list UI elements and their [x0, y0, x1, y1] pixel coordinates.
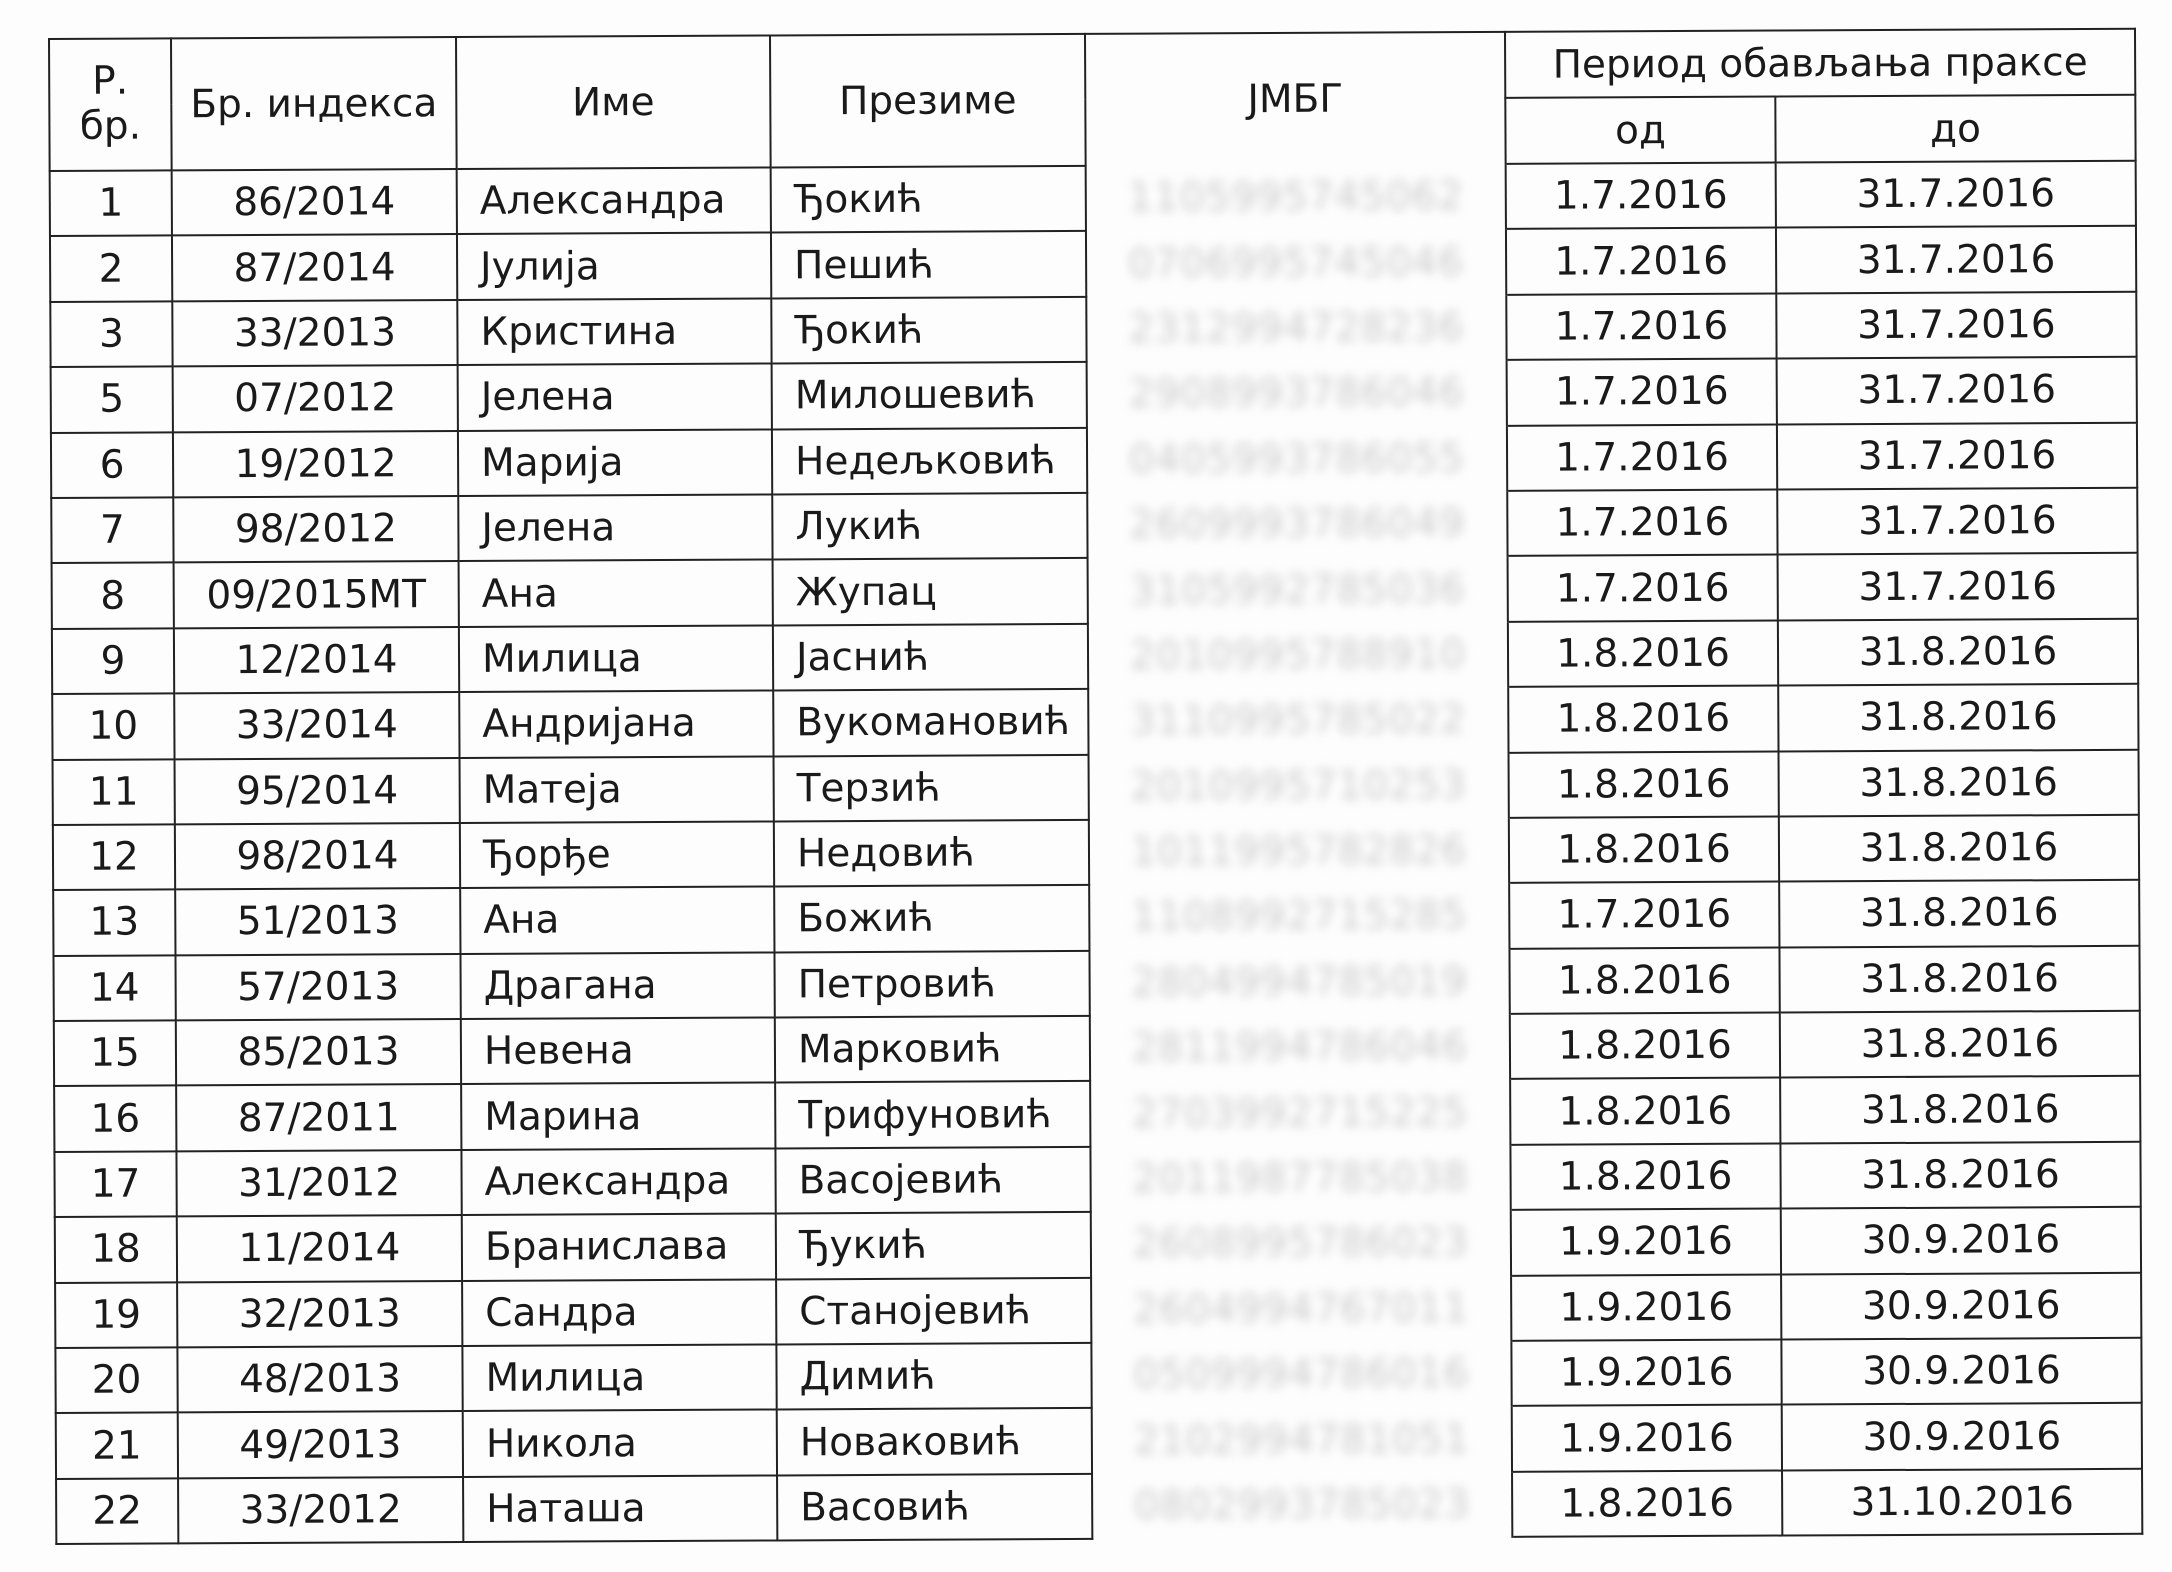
header-rb-line1: Р.: [92, 58, 129, 104]
cell-index: 98/2012: [173, 496, 458, 563]
table-row: [52, 684, 2138, 760]
cell-index: 86/2014: [172, 169, 457, 236]
table-row: [55, 1272, 2141, 1348]
table-row: [51, 422, 2137, 498]
cell-rb: 16: [54, 1086, 176, 1152]
cell-to-date: 31.8.2016: [1779, 815, 2139, 882]
cell-first-name: Ана: [459, 560, 773, 627]
cell-jmbg-redacted: 0802993785023: [1092, 1472, 1512, 1539]
cell-to-date: 31.7.2016: [1777, 488, 2137, 555]
cell-jmbg-redacted: 2011987785038: [1090, 1145, 1510, 1212]
cell-first-name: Никола: [463, 1410, 777, 1477]
cell-last-name: Милошевић: [772, 362, 1087, 429]
table-row: [55, 1207, 2141, 1283]
cell-last-name: Ђокић: [771, 166, 1086, 233]
cell-to-date: 31.7.2016: [1776, 161, 2136, 228]
cell-last-name: Трифуновић: [775, 1081, 1090, 1148]
cell-to-date: 31.8.2016: [1779, 880, 2139, 947]
header-last-name: Презиме: [770, 34, 1086, 168]
table-row: [56, 1469, 2142, 1545]
cell-jmbg-redacted: 0405993786055: [1087, 425, 1507, 492]
cell-jmbg-redacted: 3110995785022: [1088, 687, 1508, 754]
table-row: [51, 357, 2137, 433]
cell-index: 07/2012: [173, 365, 458, 432]
cell-jmbg-redacted: 2312994728236: [1086, 295, 1506, 362]
cell-last-name: Ђукић: [776, 1212, 1091, 1279]
cell-jmbg-redacted: 0706995745046: [1086, 229, 1506, 296]
cell-first-name: Невена: [461, 1018, 775, 1085]
cell-last-name: Станојевић: [776, 1278, 1091, 1345]
cell-first-name: Ђорђе: [460, 821, 774, 888]
cell-rb: 11: [53, 759, 175, 825]
cell-jmbg-redacted: 2608995786023: [1091, 1210, 1511, 1277]
cell-rb: 20: [55, 1347, 177, 1413]
cell-first-name: Милица: [462, 1344, 776, 1411]
cell-index: 87/2011: [176, 1084, 461, 1151]
cell-last-name: Жупац: [773, 558, 1088, 625]
cell-from-date: 1.7.2016: [1508, 555, 1778, 622]
cell-index: 95/2014: [175, 758, 460, 825]
cell-from-date: 1.7.2016: [1506, 228, 1776, 295]
cell-first-name: Андријана: [459, 691, 773, 758]
cell-index: 57/2013: [175, 954, 460, 1021]
cell-last-name: Недељковић: [772, 427, 1087, 494]
header-to: до: [1775, 95, 2135, 163]
cell-from-date: 1.8.2016: [1508, 686, 1778, 753]
cell-from-date: 1.9.2016: [1511, 1274, 1781, 1341]
cell-rb: 17: [54, 1151, 176, 1217]
cell-last-name: Васовић: [777, 1474, 1092, 1541]
cell-jmbg-redacted: 1108992715285: [1089, 883, 1509, 950]
cell-jmbg-redacted: 2609993786049: [1087, 491, 1507, 558]
cell-to-date: 31.8.2016: [1779, 945, 2139, 1012]
cell-from-date: 1.8.2016: [1508, 620, 1778, 687]
internship-table: [48, 28, 2143, 1545]
cell-rb: 5: [51, 367, 173, 433]
cell-rb: 21: [56, 1413, 178, 1479]
table-row: [54, 1076, 2140, 1152]
cell-jmbg-redacted: 1105995745062: [1086, 164, 1506, 231]
cell-from-date: 1.9.2016: [1512, 1405, 1782, 1472]
header-jmbg: ЈМБГ: [1085, 32, 1506, 166]
cell-rb: 12: [53, 824, 175, 890]
cell-last-name: Лукић: [772, 493, 1087, 560]
cell-jmbg-redacted: 2703992715225: [1090, 1079, 1510, 1146]
cell-from-date: 1.8.2016: [1510, 1143, 1780, 1210]
cell-to-date: 31.7.2016: [1778, 553, 2138, 620]
header-period: Период обављања праксе: [1505, 29, 2135, 98]
cell-to-date: 30.9.2016: [1781, 1338, 2141, 1405]
cell-to-date: 30.9.2016: [1781, 1207, 2141, 1274]
table-row: [53, 749, 2139, 825]
cell-from-date: 1.7.2016: [1506, 163, 1776, 230]
table-row: [50, 161, 2136, 237]
cell-from-date: 1.7.2016: [1509, 882, 1779, 949]
cell-first-name: Марина: [461, 1083, 775, 1150]
cell-last-name: Марковић: [775, 1016, 1090, 1083]
cell-jmbg-redacted: 2804994785019: [1089, 949, 1509, 1016]
header-rb: [49, 38, 172, 171]
cell-jmbg-redacted: 2102994781051: [1092, 1406, 1512, 1473]
cell-jmbg-redacted: 2811994786046: [1090, 1014, 1510, 1081]
cell-rb: 14: [53, 955, 175, 1021]
cell-to-date: 31.8.2016: [1780, 1142, 2140, 1209]
cell-jmbg-redacted: 2010995710253: [1089, 752, 1509, 819]
cell-first-name: Јелена: [458, 364, 772, 431]
cell-rb: 13: [53, 890, 175, 956]
cell-index: 33/2013: [172, 300, 457, 367]
cell-from-date: 1.8.2016: [1510, 1078, 1780, 1145]
table-row: [50, 226, 2136, 302]
cell-to-date: 30.9.2016: [1782, 1403, 2142, 1470]
cell-index: 48/2013: [177, 1346, 462, 1413]
cell-to-date: 31.7.2016: [1776, 292, 2136, 359]
cell-index: 87/2014: [172, 234, 457, 301]
header-rb-line2: бр.: [79, 103, 142, 149]
cell-index: 85/2013: [176, 1019, 461, 1086]
header-index: Бр. индекса: [171, 37, 457, 170]
cell-jmbg-redacted: 3105992785036: [1088, 556, 1508, 623]
cell-index: 11/2014: [177, 1215, 462, 1282]
cell-jmbg-redacted: 2908993786046: [1087, 360, 1507, 427]
cell-to-date: 31.7.2016: [1776, 226, 2136, 293]
cell-rb: 19: [55, 1282, 177, 1348]
cell-jmbg-redacted: 0509994786016: [1091, 1341, 1511, 1408]
cell-to-date: 31.7.2016: [1777, 357, 2137, 424]
table-row: [56, 1403, 2142, 1479]
cell-rb: 10: [52, 694, 174, 760]
cell-from-date: 1.8.2016: [1510, 1013, 1780, 1080]
cell-rb: 6: [51, 432, 173, 498]
cell-rb: 1: [50, 170, 172, 236]
cell-rb: 18: [55, 1217, 177, 1283]
cell-index: 33/2014: [174, 692, 459, 759]
cell-jmbg-redacted: 1011995782826: [1089, 818, 1509, 885]
cell-to-date: 31.8.2016: [1780, 1076, 2140, 1143]
table-row: [52, 553, 2138, 629]
cell-first-name: Александра: [461, 1148, 775, 1215]
cell-first-name: Матеја: [460, 756, 774, 823]
cell-index: 12/2014: [174, 627, 459, 694]
table-row: [52, 619, 2138, 695]
cell-last-name: Димић: [776, 1343, 1091, 1410]
cell-rb: 3: [50, 301, 172, 367]
cell-to-date: 31.8.2016: [1779, 749, 2139, 816]
cell-last-name: Пешић: [771, 231, 1086, 298]
cell-rb: 8: [52, 563, 174, 629]
cell-last-name: Терзић: [774, 754, 1089, 821]
cell-last-name: Васојевић: [775, 1147, 1090, 1214]
cell-last-name: Ђокић: [771, 297, 1086, 364]
cell-from-date: 1.8.2016: [1512, 1470, 1782, 1537]
table-row: [55, 1338, 2141, 1414]
cell-index: 31/2012: [176, 1150, 461, 1217]
cell-last-name: Божић: [774, 885, 1089, 952]
cell-rb: 2: [50, 236, 172, 302]
cell-from-date: 1.7.2016: [1506, 293, 1776, 360]
cell-to-date: 31.7.2016: [1777, 422, 2137, 489]
cell-index: 19/2012: [173, 431, 458, 498]
table-row: [53, 945, 2139, 1021]
cell-rb: 15: [54, 1020, 176, 1086]
cell-rb: 22: [56, 1478, 178, 1544]
cell-first-name: Бранислава: [462, 1214, 776, 1281]
cell-from-date: 1.7.2016: [1507, 359, 1777, 426]
cell-rb: 7: [51, 497, 173, 563]
cell-from-date: 1.9.2016: [1511, 1209, 1781, 1276]
cell-jmbg-redacted: 2604994767011: [1091, 1276, 1511, 1343]
header-first-name: Име: [456, 35, 771, 169]
cell-last-name: Петровић: [774, 951, 1089, 1018]
cell-jmbg-redacted: 2010995788910: [1088, 622, 1508, 689]
cell-first-name: Јелена: [458, 494, 772, 561]
cell-first-name: Марија: [458, 429, 772, 496]
cell-to-date: 31.8.2016: [1778, 619, 2138, 686]
cell-to-date: 31.8.2016: [1778, 684, 2138, 751]
cell-index: 33/2012: [178, 1477, 463, 1544]
cell-to-date: 31.10.2016: [1782, 1469, 2142, 1536]
header-from: од: [1505, 97, 1775, 164]
cell-index: 32/2013: [177, 1281, 462, 1348]
cell-index: 09/2015МТ: [174, 561, 459, 628]
table-header: [49, 29, 2136, 171]
cell-index: 51/2013: [175, 888, 460, 955]
table-row: [54, 1011, 2140, 1087]
cell-first-name: Драгана: [460, 952, 774, 1019]
cell-first-name: Наташа: [463, 1475, 777, 1542]
cell-to-date: 30.9.2016: [1781, 1272, 2141, 1339]
table-row: [50, 292, 2136, 368]
cell-to-date: 31.8.2016: [1780, 1011, 2140, 1078]
cell-from-date: 1.7.2016: [1507, 424, 1777, 491]
table-row: [51, 488, 2137, 564]
cell-first-name: Ана: [460, 887, 774, 954]
cell-last-name: Недовић: [774, 820, 1089, 887]
cell-from-date: 1.8.2016: [1509, 816, 1779, 883]
cell-last-name: Вукомановић: [773, 689, 1088, 756]
cell-last-name: Новаковић: [777, 1408, 1092, 1475]
cell-from-date: 1.7.2016: [1507, 490, 1777, 557]
table-row: [53, 880, 2139, 956]
cell-from-date: 1.8.2016: [1509, 751, 1779, 818]
table-body: [50, 161, 2143, 1544]
cell-index: 49/2013: [178, 1411, 463, 1478]
cell-first-name: Милица: [459, 625, 773, 692]
cell-first-name: Кристина: [457, 298, 771, 365]
cell-from-date: 1.9.2016: [1511, 1340, 1781, 1407]
table-row: [53, 815, 2139, 891]
cell-first-name: Сандра: [462, 1279, 776, 1346]
table-row: [54, 1142, 2140, 1218]
cell-rb: 9: [52, 628, 174, 694]
cell-from-date: 1.8.2016: [1509, 947, 1779, 1014]
cell-last-name: Јаснић: [773, 624, 1088, 691]
cell-first-name: Александра: [457, 167, 771, 234]
cell-first-name: Јулија: [457, 233, 771, 300]
cell-index: 98/2014: [175, 823, 460, 890]
